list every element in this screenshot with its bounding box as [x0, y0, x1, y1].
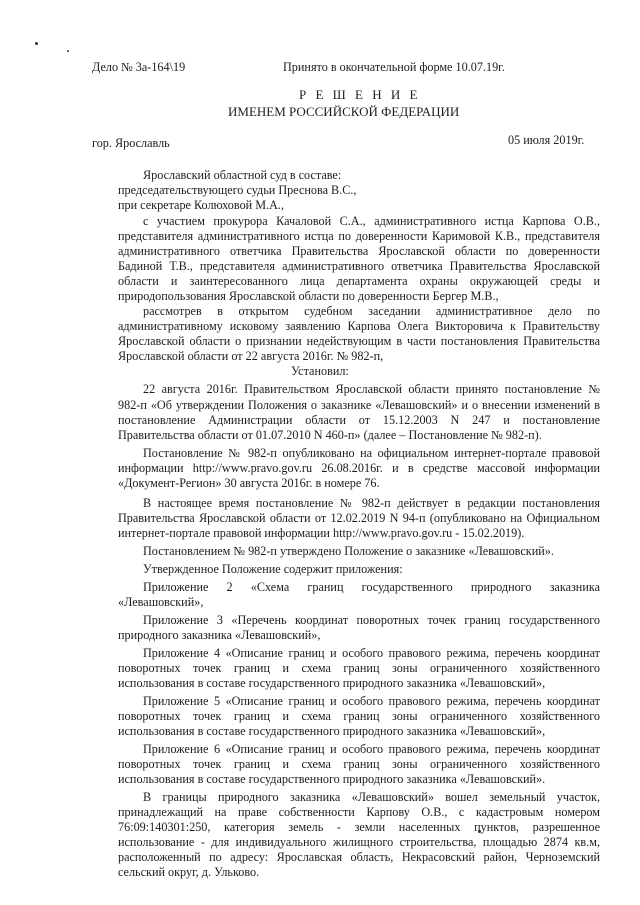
- para2-line: Постановление № 982-п опубликовано на официальном интернет-портале правовой: [143, 446, 600, 460]
- participants-line: области и заинтересованного лица департамента охраны окружающей среды и: [118, 274, 600, 288]
- para1-line: Правительства области от 01.07.2010 N 460-п» (далее – Постановление № 982-п).: [118, 428, 542, 442]
- land-plot-line: расположенный по адресу: Ярославская область, Некрасовский район, Черноземский: [118, 850, 600, 864]
- para3-line: Правительства Ярославской области от 12.02.2019 N 94-п (опубликовано на Официальном: [118, 511, 600, 525]
- land-plot-line: использование - для индивидуального жилищного строительства, площадью 2874 кв.м,: [118, 835, 600, 849]
- annex4-line: поворотных точек границ и схема границ зоны ограниченного хозяйственного: [118, 661, 600, 675]
- participants-line: с участием прокурора Качаловой С.А., административного истца Карпова О.В.,: [143, 214, 600, 228]
- annex6-line: поворотных точек границ и схема границ зоны ограниченного хозяйственного: [118, 757, 600, 771]
- participants-line: представителя административного истца по доверенности Каримовой К.В., представителя: [118, 229, 600, 243]
- land-plot-line: 76:09:140301:250, категория земель - земли населенных пунктов, разрешенное: [118, 820, 600, 834]
- annex5-line: использования в составе государственного природного заказника «Левашовский»,: [118, 724, 546, 738]
- considering-line: административному исковому заявлению Карпова Олега Викторовича к Правительству: [118, 319, 600, 333]
- annex5-line: Приложение 5 «Описание границ и особого правового режима, перечень координат: [143, 694, 600, 708]
- annex5-line: поворотных точек границ и схема границ зоны ограниченного хозяйственного: [118, 709, 600, 723]
- annex2-line: Приложение 2 «Схема границ государственного природного заказника: [143, 580, 600, 594]
- para1-line: постановление Администрации области от 15.12.2003 N 247 и постановление: [118, 413, 600, 427]
- scan-speck: [67, 50, 69, 52]
- annex3-line: природного заказника «Левашовский»,: [118, 628, 321, 642]
- final-form-date: Принято в окончательной форме 10.07.19г.: [283, 60, 505, 74]
- court-line: председательствующего судьи Преснова В.С.,: [118, 183, 357, 197]
- para1-line: 22 августа 2016г. Правительством Ярославской области принято постановление №: [143, 382, 600, 396]
- land-plot-line: принадлежащий на праве собственности Карпову О.В., с кадастровым номером: [118, 805, 600, 819]
- document-title: Р Е Ш Е Н И Е: [299, 87, 421, 102]
- para2-line: «Документ-Регион» 30 августа 2016г. в номере 76.: [118, 476, 380, 490]
- annex6-line: Приложение 6 «Описание границ и особого правового режима, перечень координат: [143, 742, 600, 756]
- place: гор. Ярославль: [92, 136, 170, 150]
- para5: Утвержденное Положение содержит приложения:: [143, 562, 403, 576]
- scan-speck: [35, 42, 38, 45]
- court-line: Ярославский областной суд в составе:: [143, 168, 342, 182]
- para1-line: 982-п «Об утверждении Положения о заказнике «Левашовский» и о внесении изменений в: [118, 398, 600, 412]
- document-subtitle: ИМЕНЕМ РОССИЙСКОЙ ФЕДЕРАЦИИ: [228, 104, 460, 119]
- annex3-line: Приложение 3 «Перечень координат поворотных точек границ государственного: [143, 613, 600, 627]
- date: 05 июля 2019г.: [508, 133, 585, 147]
- participants-line: природопользования Ярославской области по доверенности Бергер М.В.,: [118, 289, 499, 303]
- established-heading: Установил:: [291, 364, 349, 378]
- participants-line: административного ответчика Правительства Ярославской области по доверенности: [118, 244, 600, 258]
- para4: Постановлением № 982-п утверждено Положение о заказнике «Левашовский».: [143, 544, 554, 558]
- considering-line: рассмотрев в открытом судебном заседании административное дело по: [143, 304, 600, 318]
- annex4-line: использования в составе государственного природного заказника «Левашовский»,: [118, 676, 546, 690]
- para2-line: информации http://www.pravo.gov.ru 26.08.2016г. и в средстве массовой информации: [118, 461, 600, 475]
- case-number: Дело № 3а-164\19: [92, 60, 186, 74]
- participants-line: Бадиной Т.В., представителя административного ответчика Правительства Ярославской: [118, 259, 600, 273]
- para3-line: интернет-портале правовой информации http://www.pravo.gov.ru - 15.02.2019).: [118, 526, 525, 540]
- court-line: при секретаре Колюховой М.А.,: [118, 198, 285, 212]
- annex4-line: Приложение 4 «Описание границ и особого правового режима, перечень координат: [143, 646, 600, 660]
- annex2-line: «Левашовский»,: [118, 595, 204, 609]
- annex6-line: использования в составе государственного природного заказника «Левашовский».: [118, 772, 546, 786]
- land-plot-line: В границы природного заказника «Левашовский» вошел земельный участок,: [143, 790, 600, 804]
- para3-line: В настоящее время постановление № 982-п действует в редакции постановления: [143, 496, 600, 510]
- land-plot-line: сельский округ, д. Ульково.: [118, 865, 260, 879]
- considering-line: Ярославской области от 22 августа 2016г. № 982-п,: [118, 349, 384, 363]
- considering-line: Ярославской области о признании недействующим в части постановления Правительства: [118, 334, 600, 348]
